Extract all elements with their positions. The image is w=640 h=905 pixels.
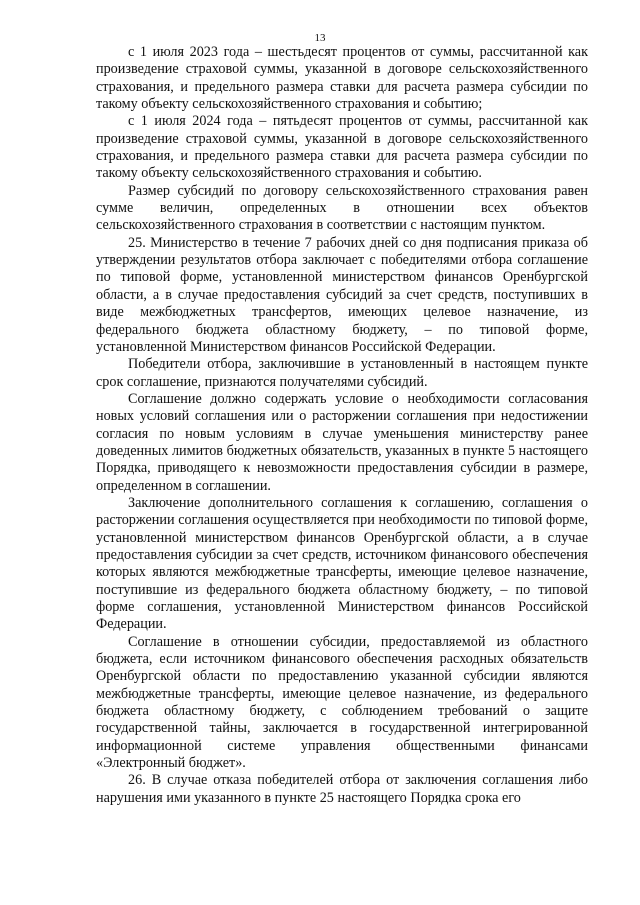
paragraph-7: Заключение дополнительного соглашения к соглашению, соглашения о расторжении соглашения осуществляется при необходимости по типовой форме, установленной министерством финансов Оренбургской области, а в случае предоставления субсидии за счет средств, источником финансового обеспечения которых являются межбюджетные трансферты, имеющие целевое назначение, поступившие из федерального бюджета областному бюджету, – по типовой форме соглашения, установленной Министерством финансов Российской Федерации. bbox=[96, 494, 588, 633]
paragraph-2: с 1 июля 2024 года – пятьдесят процентов от суммы, рассчитанной как произведение страховой суммы, указанной в договоре сельскохозяйственного страхования, и предельного размера ставки для расчета размера субсидии по такому объекту сельскохозяйственного страхования и событию. bbox=[96, 113, 588, 182]
page-number: 13 bbox=[314, 32, 326, 44]
paragraph-3: Размер субсидий по договору сельскохозяйственного страхования равен сумме величин, определенных в отношении всех объектов сельскохозяйственного страхования в соответствии с настоящим пунктом. bbox=[96, 182, 588, 234]
paragraph-4: 25. Министерство в течение 7 рабочих дней со дня подписания приказа об утверждении результатов отбора заключает с победителями отбора соглашение по типовой форме, установленной министерством финансов Оренбургской области, а в случае предоставления субсидий за счет средств, поступивших в виде межбюджетных трансфертов, имеющих целевое назначение, из федерального бюджета областному бюджету, – по типовой форме, установленной Министерством финансов Российской Федерации. bbox=[96, 234, 588, 355]
paragraph-8: Соглашение в отношении субсидии, предоставляемой из областного бюджета, если источником финансового обеспечения расходных обязательств Оренбургской области по предоставлению указанной субсидии являются межбюджетные трансферты, имеющие целевое назначение, из федерального бюджета областному бюджету, с соблюдением требований о защите государственной тайны, заключается в государственной интегрированной информационной системе управления общественными финансами «Электронный бюджет». bbox=[96, 633, 588, 772]
paragraph-6: Соглашение должно содержать условие о необходимости согласования новых условий соглашения или о расторжении соглашения при недостижении согласия по новым условиям в случае уменьшения министерству ранее доведенных лимитов бюджетных обязательств, указанных в пункте 5 настоящего Порядка, приводящего к невозможности предоставления субсидии в размере, определенном в соглашении. bbox=[96, 390, 588, 494]
document-body bbox=[96, 44, 588, 807]
paragraph-9: 26. В случае отказа победителей отбора от заключения соглашения либо нарушения ими указанного в пункте 25 настоящего Порядка срока его bbox=[96, 772, 588, 806]
paragraph-1: с 1 июля 2023 года – шестьдесят процентов от суммы, рассчитанной как произведение страховой суммы, указанной в договоре сельскохозяйственного страхования, и предельного размера ставки для расчета размера субсидии по такому объекту сельскохозяйственного страхования и событию; bbox=[96, 44, 588, 113]
paragraph-5: Победители отбора, заключившие в установленный в настоящем пункте срок соглашение, признаются получателями субсидий. bbox=[96, 356, 588, 390]
